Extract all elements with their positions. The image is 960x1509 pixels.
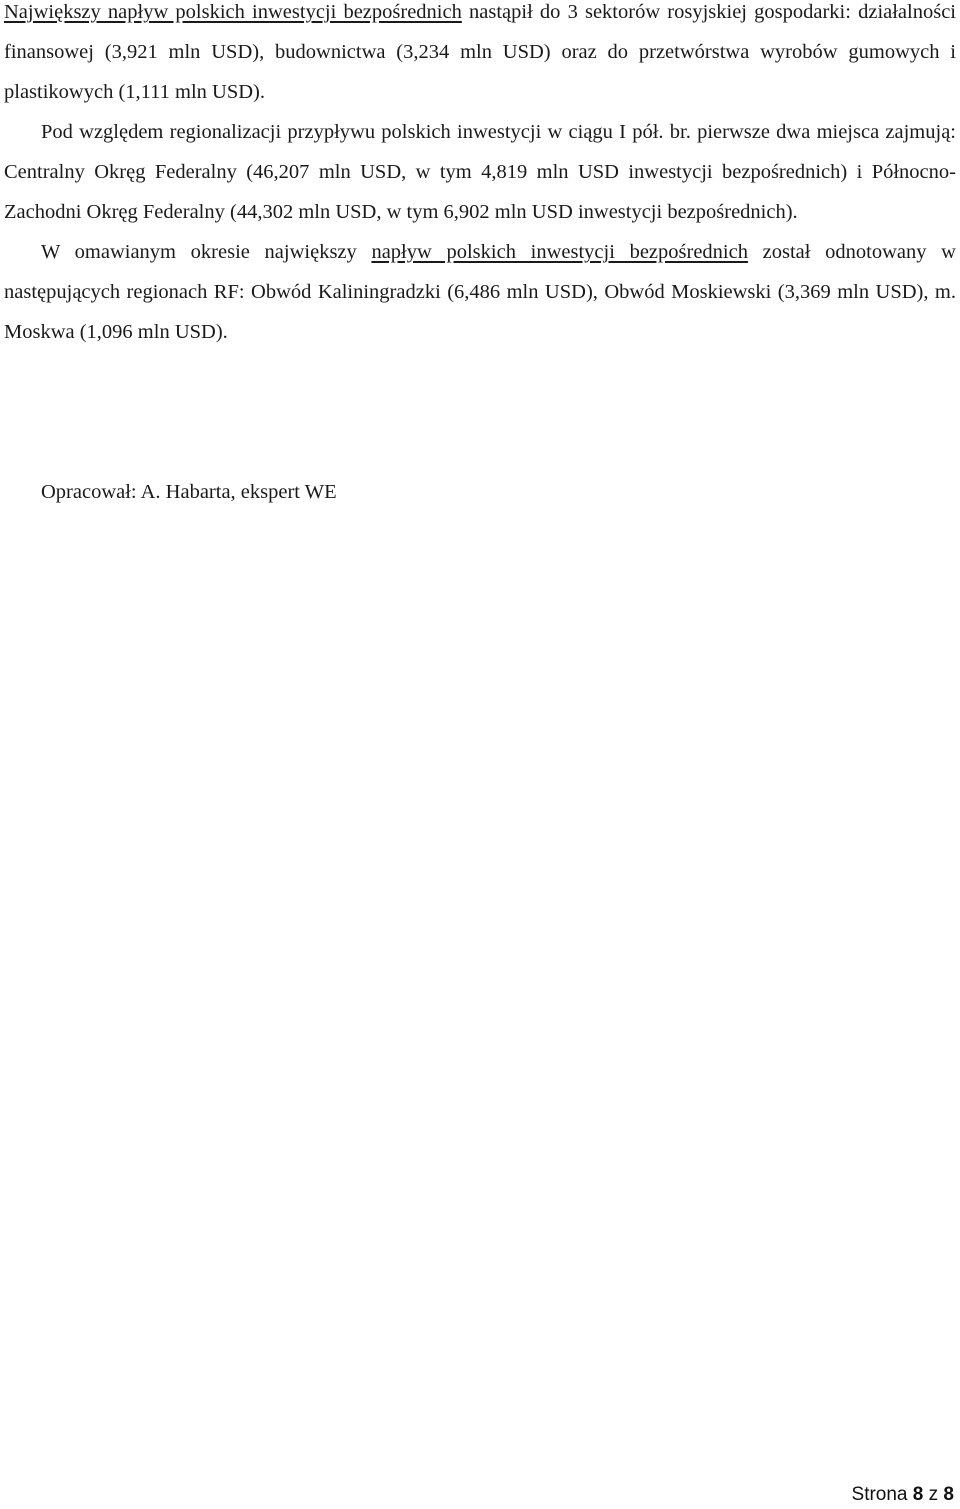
author-signature: Opracował: A. Habarta, ekspert WE [41,481,337,503]
paragraph-top-regions-after: został odnotowany w następujących regionach RF: Obwód Kaliningradzki (6,486 mln USD), Obwód Moskiewski (3,369 mln USD), m. Moskwa (1,096 mln USD). [4,241,956,343]
total-page-count: 8 [943,1484,954,1505]
paragraph-top-regions [4,232,956,352]
page-number-footer [852,1483,954,1507]
paragraph-top-regions-before: W omawianym okresie największy [41,241,372,263]
page-separator: z [928,1484,939,1505]
current-page-number: 8 [912,1484,924,1505]
underlined-phrase: Największy napływ polskich inwestycji bezpośrednich [4,1,462,23]
paragraph-sectors [4,0,956,112]
underlined-phrase: napływ polskich inwestycji bezpośrednich [371,241,748,263]
paragraph-regions: Pod względem regionalizacji przypływu polskich inwestycji w ciągu I pół. br. pierwsze dwa miejsca zajmują: Centralny Okręg Federalny (46,207 mln USD, w tym 4,819 mln USD inwestycji bezpośrednich) i Północno-Zachodni Okręg Federalny (44,302 mln USD, w tym 6,902 mln USD inwestycji bezpośrednich). [4,121,956,223]
page-label: Strona [851,1484,908,1505]
paragraph-sectors-text: nastąpił do 3 sektorów rosyjskiej gospodarki: działalności finansowej (3,921 mln USD), budownictwa (3,234 mln USD) oraz do przetwórstwa wyrobów gumowych i plastikowych (1,111 mln USD). [4,1,956,103]
document-page [4,0,956,352]
